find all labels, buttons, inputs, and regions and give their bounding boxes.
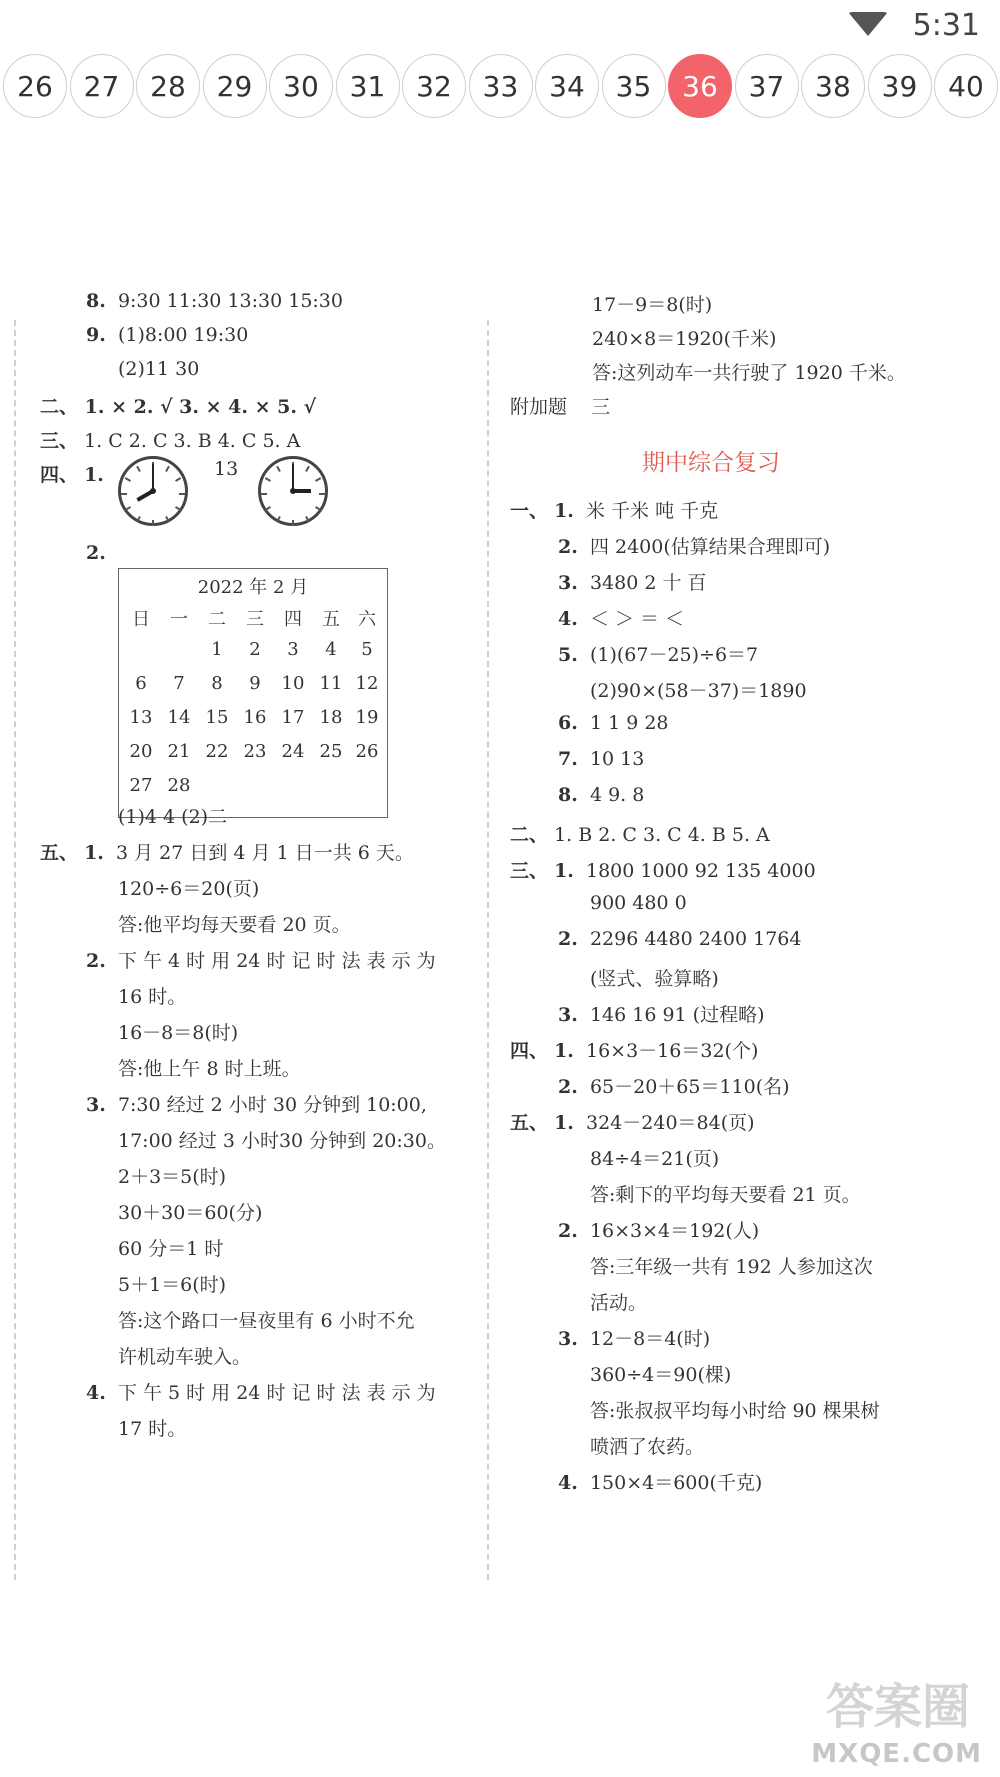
answer-text: 答:剩下的平均每天要看 21 页。 <box>590 1184 861 1206</box>
page-button-30[interactable]: 30 <box>269 54 333 118</box>
q-num: 1. <box>554 860 574 882</box>
answer-text: 四 2400(估算结果合理即可) <box>589 536 831 558</box>
answer-text: 146 16 91 (过程略) <box>589 1004 765 1026</box>
calendar-day: 7 <box>173 673 185 694</box>
answer-text: 150×4＝600(千克) <box>589 1472 763 1494</box>
answer-text: 1800 1000 92 135 4000 <box>586 860 816 882</box>
answer-text: 3 月 27 日到 4 月 1 日一共 6 天。 <box>116 842 414 864</box>
calendar-weekday: 六 <box>358 609 376 630</box>
page-button-31[interactable]: 31 <box>336 54 400 118</box>
answer-text: 活动。 <box>590 1292 648 1314</box>
section-num: 二、 <box>40 396 79 418</box>
answer-text: 1. C 2. C 3. B 4. C 5. A <box>84 430 301 452</box>
q-num: 2. <box>86 950 106 972</box>
page-button-32[interactable]: 32 <box>402 54 466 118</box>
q-num: 7. <box>558 748 578 770</box>
answer-text: 答:这个路口一昼夜里有 6 小时不允 <box>118 1310 415 1332</box>
calendar-day: 20 <box>129 741 153 762</box>
calendar-weekday: 日 <box>132 609 150 630</box>
q-num: 2. <box>558 1220 578 1242</box>
page-button-36[interactable]: 36 <box>668 54 732 118</box>
clock-tick <box>136 516 141 522</box>
watermark-site: MXQE.COM <box>811 1739 982 1769</box>
clock-center <box>150 488 156 494</box>
q-num: 4. <box>558 1472 578 1494</box>
q-num: 5. <box>558 644 578 666</box>
calendar-weekday: 四 <box>284 609 302 630</box>
bonus-label: 附加题 <box>510 396 568 418</box>
clock-center <box>290 488 296 494</box>
calendar-day: 11 <box>319 673 343 694</box>
page-button-38[interactable]: 38 <box>801 54 865 118</box>
q-num: 8. <box>558 784 578 806</box>
calendar-day: 6 <box>135 673 147 694</box>
column-divider <box>487 320 489 1580</box>
clock-tick <box>315 477 321 482</box>
calendar-day: 5 <box>361 639 373 660</box>
page-button-33[interactable]: 33 <box>469 54 533 118</box>
calendar-2022-feb <box>118 568 388 818</box>
q-num: 1. <box>554 500 574 522</box>
q-num: 3. <box>558 1328 578 1350</box>
section-num: 二、 <box>510 824 549 846</box>
watermark-logo: 答案圈 <box>825 1679 970 1735</box>
answer-text: 喷洒了农药。 <box>590 1436 705 1458</box>
q-num: 8. <box>86 290 106 312</box>
page-button-34[interactable]: 34 <box>535 54 599 118</box>
answer-text: 答:他上午 8 时上班。 <box>118 1058 301 1080</box>
page-button-40[interactable]: 40 <box>934 54 998 118</box>
q-num: 3. <box>558 572 578 594</box>
calendar-weekday: 一 <box>170 609 188 630</box>
answer-text: 答:张叔叔平均每小时给 90 棵果树 <box>590 1400 880 1422</box>
calendar-day: 24 <box>281 741 305 762</box>
page-selector <box>0 54 1000 124</box>
answer-text: 2＋3＝5(时) <box>118 1166 227 1188</box>
answer-text: 答:这列动车一共行驶了 1920 千米。 <box>592 362 906 384</box>
calendar-day: 18 <box>319 707 343 728</box>
q-num: 2. <box>86 542 106 564</box>
left-margin-line <box>14 320 16 1580</box>
clock-3-icon <box>258 456 328 526</box>
status-time: 5:31 <box>912 8 980 43</box>
answer-text: 2296 4480 2400 1764 <box>589 928 802 950</box>
clock-8-icon <box>118 456 188 526</box>
answer-text: 240×8＝1920(千米) <box>592 328 777 350</box>
section-num: 三、 <box>40 430 79 452</box>
clock-tick <box>165 466 170 472</box>
q-num: 1. <box>554 1112 574 1134</box>
calendar-weekday: 三 <box>246 609 264 630</box>
clock-tick <box>152 520 154 526</box>
calendar-day: 3 <box>287 639 299 660</box>
answer-text: 9:30 11:30 13:30 15:30 <box>117 290 343 312</box>
answer-text: 4 9. 8 <box>589 784 645 806</box>
section-num: 一、 <box>510 500 549 522</box>
q-num: 4. <box>558 608 578 630</box>
section-title: 期中综合复习 <box>642 450 780 476</box>
answer-text: 三 <box>591 396 611 418</box>
q-num: 2. <box>558 928 578 950</box>
answer-text: 17 时。 <box>118 1418 187 1440</box>
clock-tick <box>121 493 127 495</box>
calendar-day: 19 <box>355 707 379 728</box>
page-button-28[interactable]: 28 <box>136 54 200 118</box>
answer-text: (1)4 4 (2)二 <box>118 806 228 828</box>
status-bar <box>0 0 1000 50</box>
calendar-day: 2 <box>249 639 261 660</box>
answer-text: ＜ ＞ ＝ ＜ <box>589 608 685 630</box>
calendar-day: 22 <box>205 741 229 762</box>
answer-text: 360÷4＝90(棵) <box>590 1364 732 1386</box>
answer-text: 17:00 经过 3 小时30 分钟到 20:30。 <box>118 1130 446 1152</box>
q-num: 1. <box>84 842 104 864</box>
q-num: 1. <box>554 1040 574 1062</box>
answer-text: 1. B 2. C 3. C 4. B 5. A <box>554 824 770 846</box>
q-num: 6. <box>558 712 578 734</box>
answer-text: 10 13 <box>589 748 645 770</box>
calendar-day: 8 <box>211 673 223 694</box>
answer-text: 1. × 2. √ 3. × 4. × 5. √ <box>84 396 317 418</box>
answer-text: 324－240＝84(页) <box>586 1112 755 1134</box>
answer-text: 60 分＝1 时 <box>118 1238 224 1260</box>
calendar-day: 4 <box>325 639 337 660</box>
answer-text: 7:30 经过 2 小时 30 分钟到 10:00, <box>117 1094 427 1116</box>
answer-text: 3480 2 十 百 <box>589 572 707 594</box>
answer-text: 答:他平均每天要看 20 页。 <box>118 914 351 936</box>
answer-text: 120÷6＝20(页) <box>118 878 260 900</box>
clock-tick <box>265 477 271 482</box>
calendar-day: 10 <box>281 673 305 694</box>
calendar-day: 9 <box>249 673 261 694</box>
answer-text: 16×3×4＝192(人) <box>589 1220 760 1242</box>
calendar-day: 23 <box>243 741 267 762</box>
clock-tick <box>175 477 181 482</box>
q-num: 4. <box>86 1382 106 1404</box>
clock-tick <box>179 493 185 495</box>
clock-tick <box>319 493 325 495</box>
clock-tick <box>276 466 281 472</box>
clock-tick <box>305 466 310 472</box>
calendar-day: 21 <box>167 741 191 762</box>
calendar-day: 1 <box>211 639 223 660</box>
calendar-weekday: 五 <box>322 609 340 630</box>
calendar-day: 16 <box>243 707 267 728</box>
section-num: 四、 <box>40 464 79 486</box>
calendar-day: 17 <box>281 707 305 728</box>
clock-tick <box>305 516 310 522</box>
calendar-day: 26 <box>355 741 379 762</box>
answer-text: 16×3－16＝32(个) <box>586 1040 759 1062</box>
calendar-title: 2022 年 2 月 <box>197 577 309 598</box>
q-num: 9. <box>86 324 106 346</box>
answer-text: 1 1 9 28 <box>589 712 669 734</box>
calendar-weekday: 二 <box>208 609 226 630</box>
q-num: 3. <box>86 1094 106 1116</box>
answer-text: 65－20＋65＝110(名) <box>589 1076 790 1098</box>
section-num: 五、 <box>510 1112 549 1134</box>
page-button-29[interactable]: 29 <box>203 54 267 118</box>
page-button-35[interactable]: 35 <box>602 54 666 118</box>
answer-text: 16 时。 <box>118 986 187 1008</box>
answer-text: 许机动车驶入。 <box>118 1346 252 1368</box>
section-num: 三、 <box>510 860 549 882</box>
calendar-day: 12 <box>355 673 379 694</box>
clock-tick <box>175 506 181 511</box>
calendar-day: 25 <box>319 741 343 762</box>
answer-text: (竖式、验算略) <box>590 968 719 990</box>
clock-tick <box>265 506 271 511</box>
q-num: 1. <box>84 464 104 486</box>
answer-text: (1)8:00 19:30 <box>117 324 249 346</box>
calendar-day: 15 <box>205 707 229 728</box>
answer-text: 下 午 5 时 用 24 时 记 时 法 表 示 为 <box>117 1382 436 1404</box>
answer-text: 30＋30＝60(分) <box>118 1202 263 1224</box>
answer-page <box>0 290 1000 1580</box>
answer-text: 下 午 4 时 用 24 时 记 时 法 表 示 为 <box>117 950 436 972</box>
q-num: 2. <box>558 1076 578 1098</box>
answer-text: 84÷4＝21(页) <box>590 1148 720 1170</box>
clock-tick <box>125 477 131 482</box>
clock-tick <box>125 506 131 511</box>
wifi-icon <box>848 12 888 36</box>
answer-text: (2)90×(58－37)＝1890 <box>590 680 807 702</box>
page-button-39[interactable]: 39 <box>868 54 932 118</box>
calendar-day: 13 <box>129 707 153 728</box>
q-num: 2. <box>558 536 578 558</box>
clock-tick <box>276 516 281 522</box>
clock-tick <box>165 516 170 522</box>
calendar-day: 28 <box>167 775 191 796</box>
answer-text: 12－8＝4(时) <box>589 1328 711 1350</box>
page-button-27[interactable]: 27 <box>70 54 134 118</box>
clock-tick <box>136 466 141 472</box>
calendar-day: 14 <box>167 707 191 728</box>
answer-text: 16－8＝8(时) <box>118 1022 239 1044</box>
answer-text: (1)(67－25)÷6＝7 <box>589 644 759 666</box>
answer-text: 米 千米 吨 千克 <box>586 500 719 522</box>
q-num: 3. <box>558 1004 578 1026</box>
answer-text: 答:三年级一共有 192 人参加这次 <box>590 1256 873 1278</box>
answer-text: 17－9＝8(时) <box>592 294 713 316</box>
answer-text: 13 <box>214 458 239 480</box>
calendar-day: 27 <box>129 775 153 796</box>
page-button-26[interactable]: 26 <box>3 54 67 118</box>
page-button-37[interactable]: 37 <box>735 54 799 118</box>
answer-text: 5＋1＝6(时) <box>118 1274 227 1296</box>
clock-tick <box>292 520 294 526</box>
clock-tick <box>261 493 267 495</box>
answer-text: 900 480 0 <box>590 892 687 914</box>
clock-minute-hand <box>292 464 294 491</box>
clock-minute-hand <box>152 464 154 491</box>
section-num: 四、 <box>510 1040 549 1062</box>
answer-text: (2)11 30 <box>118 358 200 380</box>
clock-tick <box>315 506 321 511</box>
section-num: 五、 <box>40 842 79 864</box>
